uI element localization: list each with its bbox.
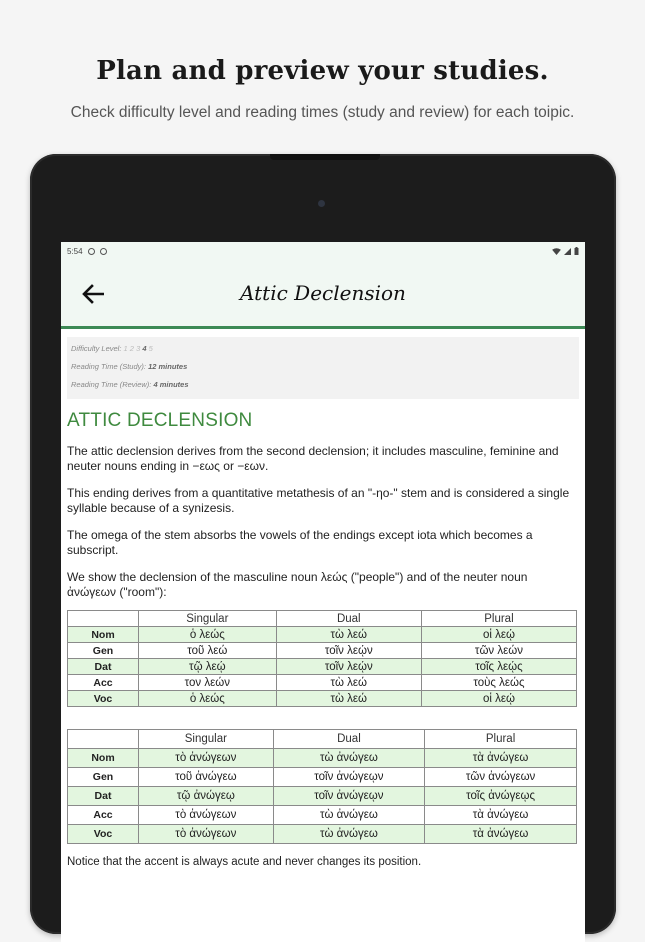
signal-icon bbox=[564, 248, 571, 255]
status-time: 5:54 bbox=[67, 246, 83, 256]
tablet-notch bbox=[270, 154, 380, 160]
table-row bbox=[68, 691, 577, 707]
difficulty-level-2: 2 bbox=[129, 344, 134, 353]
section-heading: ATTIC DECLENSION bbox=[67, 410, 253, 431]
case-cell: Voc bbox=[68, 825, 139, 844]
header-empty bbox=[68, 730, 139, 749]
table-row bbox=[68, 627, 577, 643]
dual-cell: τὼ λεώ bbox=[276, 691, 421, 707]
header-empty bbox=[68, 611, 139, 627]
status-icons bbox=[552, 247, 579, 255]
sync-status-icon bbox=[100, 248, 107, 255]
header-plural: Plural bbox=[421, 611, 576, 627]
plural-cell: τοῖς λεῴς bbox=[421, 659, 576, 675]
table-row bbox=[68, 806, 577, 825]
review-label: Reading Time (Review): bbox=[71, 380, 152, 389]
plural-cell: οἱ λεῴ bbox=[421, 627, 576, 643]
status-bar bbox=[61, 242, 585, 260]
table-row bbox=[68, 749, 577, 768]
table-row bbox=[68, 643, 577, 659]
singular-cell: τον λεών bbox=[139, 675, 277, 691]
paragraph-1: The attic declension derives from the second declension; it includes masculine, feminine and neuter nouns ending in −εως or −εων. bbox=[67, 444, 559, 473]
dual-cell: τοῖν λεῴν bbox=[276, 659, 421, 675]
case-cell: Gen bbox=[68, 768, 139, 787]
case-cell: Voc bbox=[68, 691, 139, 707]
difficulty-level-4: 4 bbox=[142, 344, 147, 353]
paragraph-2: This ending derives from a quantitative metathesis of an "-ηο-" stem and is considered a single syllable because of a synizesis. bbox=[67, 486, 570, 515]
dual-cell: τὼ ἀνώγεω bbox=[273, 806, 424, 825]
case-cell: Nom bbox=[68, 749, 139, 768]
plural-cell: τὰ ἀνώγεω bbox=[425, 825, 577, 844]
reading-time-review bbox=[67, 377, 579, 395]
notice-text: Notice that the accent is always acute and never changes its position. bbox=[67, 856, 422, 868]
dual-cell: τοῖν ἀνώγεῳν bbox=[273, 787, 424, 806]
declension-table-anogeon bbox=[67, 729, 577, 844]
study-value: 12 minutes bbox=[148, 362, 188, 371]
singular-cell: τὸ ἀνώγεων bbox=[139, 749, 274, 768]
case-cell: Acc bbox=[68, 806, 139, 825]
header-singular: Singular bbox=[139, 611, 277, 627]
plural-cell: τοῖς ἀνώγεῳς bbox=[425, 787, 577, 806]
plural-cell: τῶν λεών bbox=[421, 643, 576, 659]
battery-icon bbox=[574, 247, 579, 255]
dual-cell: τὼ ἀνώγεω bbox=[273, 825, 424, 844]
table-header-row bbox=[68, 611, 577, 627]
table-row bbox=[68, 659, 577, 675]
singular-cell: τὸ ἀνώγεων bbox=[139, 825, 274, 844]
dual-cell: τὼ ἀνώγεω bbox=[273, 749, 424, 768]
case-cell: Nom bbox=[68, 627, 139, 643]
review-value: 4 minutes bbox=[153, 380, 189, 389]
dual-cell: τὼ λεώ bbox=[276, 675, 421, 691]
table-row bbox=[68, 787, 577, 806]
table-header-row bbox=[68, 730, 577, 749]
singular-cell: ὁ λεώς bbox=[139, 691, 277, 707]
plural-cell: τὰ ἀνώγεω bbox=[425, 806, 577, 825]
app-bar bbox=[61, 260, 585, 329]
promo-title: Plan and preview your studies. bbox=[96, 56, 549, 86]
header-singular: Singular bbox=[139, 730, 274, 749]
camera-icon bbox=[318, 200, 325, 207]
table-row bbox=[68, 675, 577, 691]
singular-cell: τῷ ἀνώγεῳ bbox=[139, 787, 274, 806]
difficulty-level-5: 5 bbox=[148, 344, 153, 353]
paragraph-4: We show the declension of the masculine noun λεώς ("people") and of the neuter noun ἀνώγεων ("room"): bbox=[67, 570, 528, 599]
singular-cell: τὸ ἀνώγεων bbox=[139, 806, 274, 825]
table-row bbox=[68, 825, 577, 844]
case-cell: Gen bbox=[68, 643, 139, 659]
singular-cell: ὁ λεώς bbox=[139, 627, 277, 643]
singular-cell: τῷ λεῴ bbox=[139, 659, 277, 675]
tablet-frame bbox=[30, 154, 616, 934]
study-label: Reading Time (Study): bbox=[71, 362, 146, 371]
difficulty-level bbox=[67, 341, 579, 359]
plural-cell: τοὺς λεώς bbox=[421, 675, 576, 691]
topic-meta-box bbox=[67, 337, 579, 399]
plural-cell: τὰ ἀνώγεω bbox=[425, 749, 577, 768]
reading-time-study bbox=[67, 359, 579, 377]
settings-status-icon bbox=[88, 248, 95, 255]
table-row bbox=[68, 768, 577, 787]
dual-cell: τὼ λεώ bbox=[276, 627, 421, 643]
singular-cell: τοῦ ἀνώγεω bbox=[139, 768, 274, 787]
header-dual: Dual bbox=[276, 611, 421, 627]
app-screen bbox=[61, 242, 585, 942]
promo-subtitle: Check difficulty level and reading times (study and review) for each toipic. bbox=[70, 104, 575, 121]
case-cell: Acc bbox=[68, 675, 139, 691]
difficulty-label: Difficulty Level: bbox=[71, 344, 122, 353]
paragraph-3: The omega of the stem absorbs the vowels of the endings except iota which becomes a subscript. bbox=[67, 528, 533, 557]
dual-cell: τοῖν λεῴν bbox=[276, 643, 421, 659]
singular-cell: τοῦ λεώ bbox=[139, 643, 277, 659]
header-dual: Dual bbox=[273, 730, 424, 749]
difficulty-level-3: 3 bbox=[136, 344, 141, 353]
case-cell: Dat bbox=[68, 787, 139, 806]
article-content bbox=[61, 410, 585, 868]
header-plural: Plural bbox=[425, 730, 577, 749]
difficulty-level-1: 1 bbox=[123, 344, 128, 353]
case-cell: Dat bbox=[68, 659, 139, 675]
plural-cell: οἱ λεῴ bbox=[421, 691, 576, 707]
dual-cell: τοῖν ἀνώγεῳν bbox=[273, 768, 424, 787]
page-title: Attic Declension bbox=[240, 281, 406, 305]
plural-cell: τῶν ἀνώγεων bbox=[425, 768, 577, 787]
wifi-icon bbox=[552, 248, 561, 255]
declension-table-leos bbox=[67, 610, 577, 707]
